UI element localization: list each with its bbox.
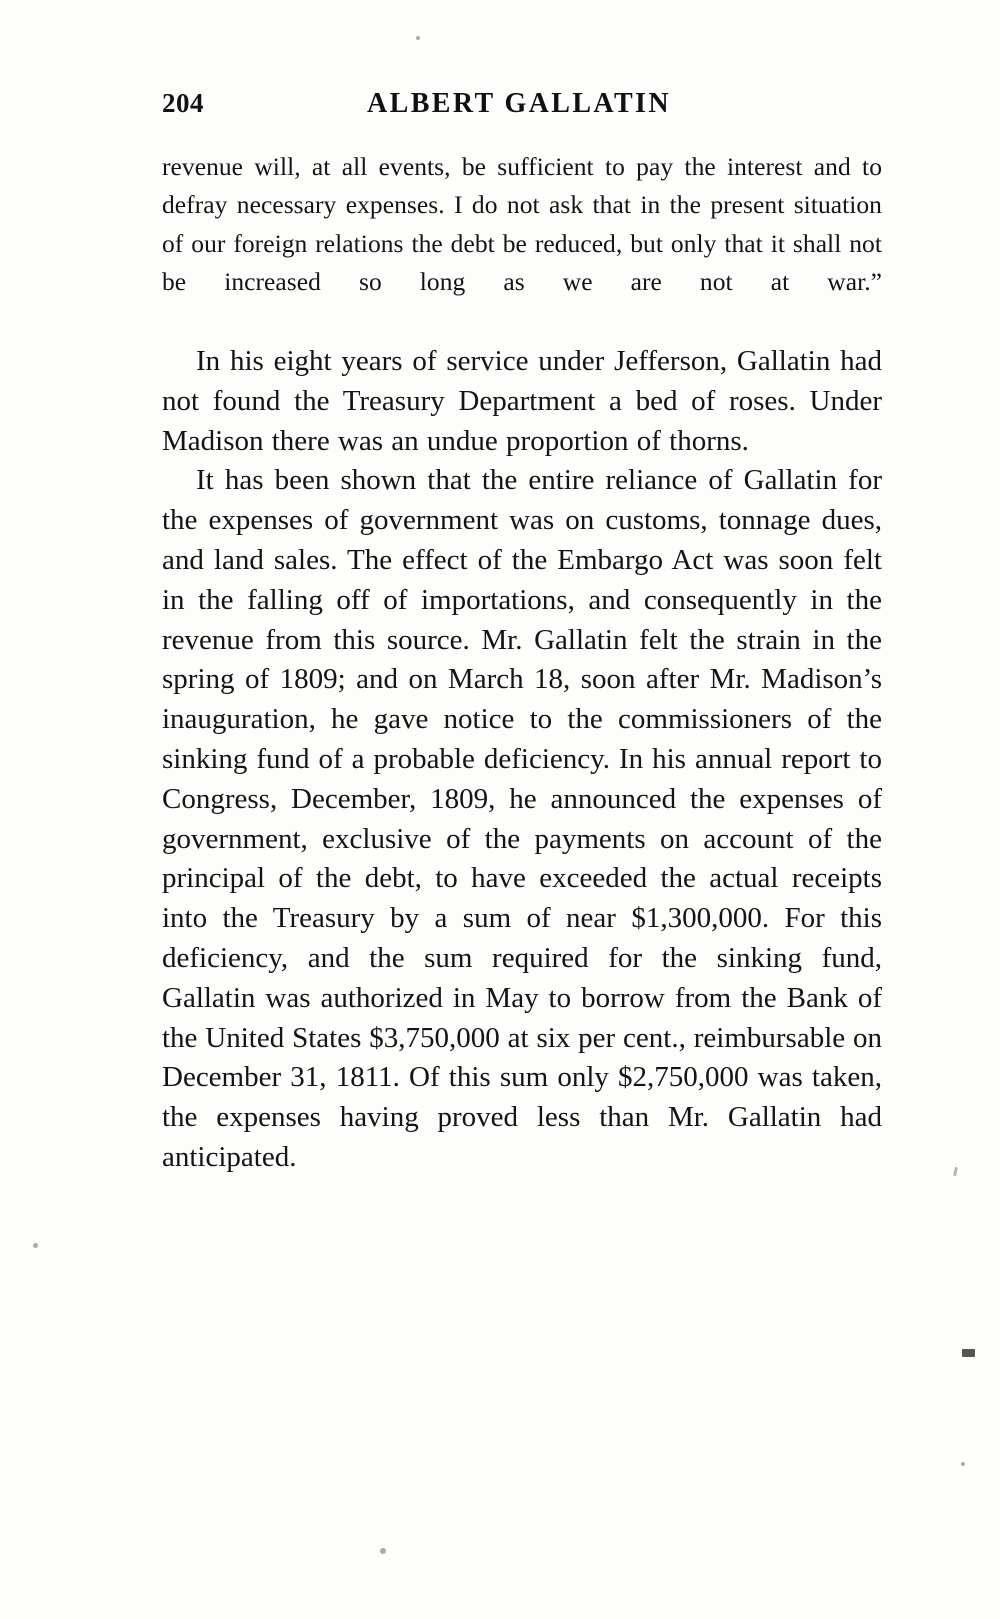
scan-speck (33, 1243, 38, 1248)
scan-speck (953, 1167, 958, 1176)
scan-speck (416, 36, 420, 40)
paragraph-jefferson-service: In his eight years of service under Jefferson, Gallatin had not found the Treasury Department a bed of roses. Under Madison there was an undue proportion of thorns. (162, 345, 882, 457)
scan-speck (961, 1462, 965, 1466)
scan-speck (962, 1349, 975, 1357)
page-number: 204 (162, 88, 204, 118)
paragraph-quoted-passage: revenue will, at all events, be sufficient to pay the interest and to defray necessary expenses. I do not ask that in the present situation of our foreign relations the debt be reduced, but only that it shall not be increased so long as we are not at war.” (162, 152, 882, 297)
page-text-block (162, 148, 882, 1178)
paragraph-revenue-reliance: It has been shown that the entire reliance of Gallatin for the expenses of government was on customs, tonnage dues, and land sales. The effect of the Embargo Act was soon felt in the falling off of importations, and consequently in the revenue from this source. Mr. Gallatin felt the strain in the spring of 1809; and on March 18, soon after Mr. Madison’s inauguration, he gave notice to the commissioners of the sinking fund of a probable deficiency. In his annual report to Congress, December, 1809, he announced the expenses of government, exclusive of the payments on account of the principal of the debt, to have exceeded the actual receipts into the Treasury by a sum of near $1,300,000. For this deficiency, and the sum required for the sinking fund, Gallatin was authorized in May to borrow from the Bank of the United States $3,750,000 at six per cent., reimbursable on December 31, 1811. Of this sum only $2,750,000 was taken, the expenses having proved less than Mr. Gallatin had anticipated. (162, 464, 882, 1173)
page-header (162, 88, 882, 124)
running-head-title: ALBERT GALLATIN (367, 88, 671, 119)
scan-speck (380, 1548, 386, 1554)
